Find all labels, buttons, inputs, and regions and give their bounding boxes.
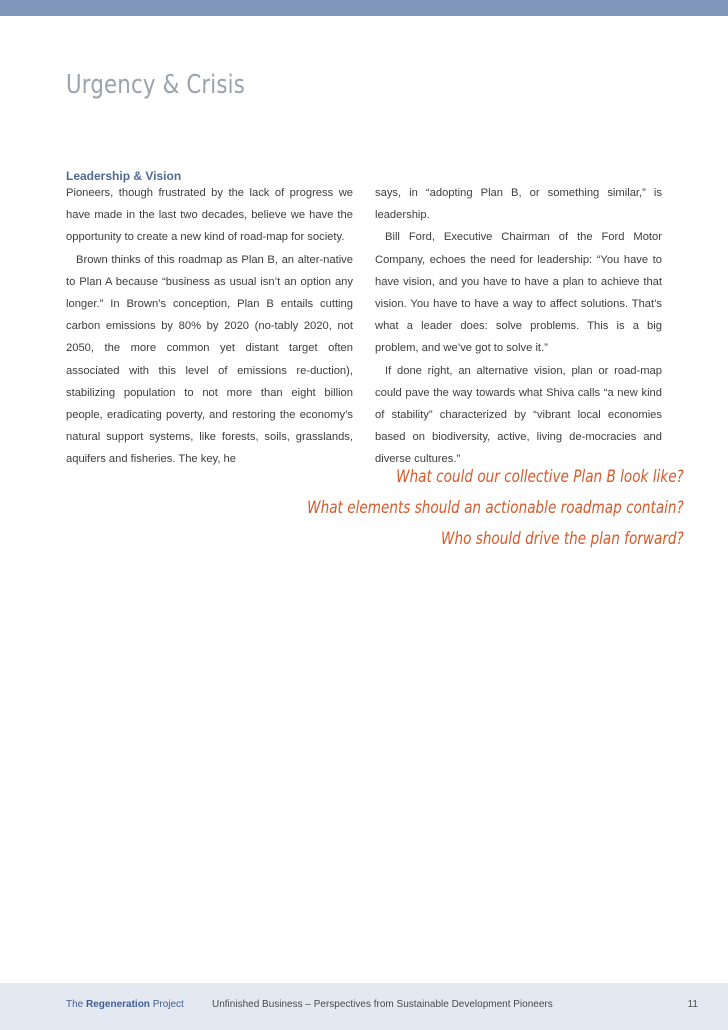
paragraph: If done right, an alternative vision, plan or road-map could pave the way towards what Shiva calls “a new kind of stability” characterized by “vibrant local economies based on biodiversity, active, living de-mocracies and diverse cultures.” <box>375 364 662 466</box>
question: What could our collective Plan B look like? <box>396 467 684 487</box>
org-suffix: Project <box>149 999 184 1010</box>
paragraph: says, in “adopting Plan B, or something similar,” is leadership. <box>375 187 662 222</box>
left-text-column <box>66 182 353 471</box>
paragraph: Pioneers, though frustrated by the lack of progress we have made in the last two decades, believe we have the opportunity to create a new kind of road-map for society. <box>66 187 353 244</box>
org-prefix: The <box>66 999 87 1010</box>
paragraph: Bill Ford, Executive Chairman of the Ford Motor Company, echoes the need for leadership: “You have to have vision, and you have to have a plan to achieve that vision. You have to have a way to affect solutions. That’s what a leader does: solve problems. This is a big problem, and we’ve got to solve it.” <box>375 231 662 355</box>
section-title: Urgency & Crisis <box>66 70 246 100</box>
page-number: 11 <box>687 999 698 1010</box>
right-text-column <box>375 182 662 471</box>
paragraph: Brown thinks of this roadmap as Plan B, an alter-native to Plan A because “business as usual isn’t an option any longer.” In Brown’s conception, Plan B entails cutting carbon emissions by 80% by 2020 (no-tably 2020, not 2050, the more common yet distant target often associated with this level of emissions re-duction), stabilizing population to not more than eight billion people, eradicating poverty, and restoring the economy’s natural support systems, like forests, soils, grasslands, aquifers and fisheries. The key, he <box>66 253 353 466</box>
organization-name <box>66 999 184 1010</box>
top-color-bar <box>0 0 728 16</box>
page-footer <box>0 983 728 1030</box>
publication-title: Unfinished Business – Perspectives from Sustainable Development Pioneers <box>212 999 553 1010</box>
question: What elements should an actionable roadmap contain? <box>307 498 684 518</box>
subheading: Leadership & Vision <box>66 169 182 183</box>
pull-questions <box>213 462 684 555</box>
question: Who should drive the plan forward? <box>441 529 684 549</box>
org-name: Regeneration <box>86 999 150 1010</box>
